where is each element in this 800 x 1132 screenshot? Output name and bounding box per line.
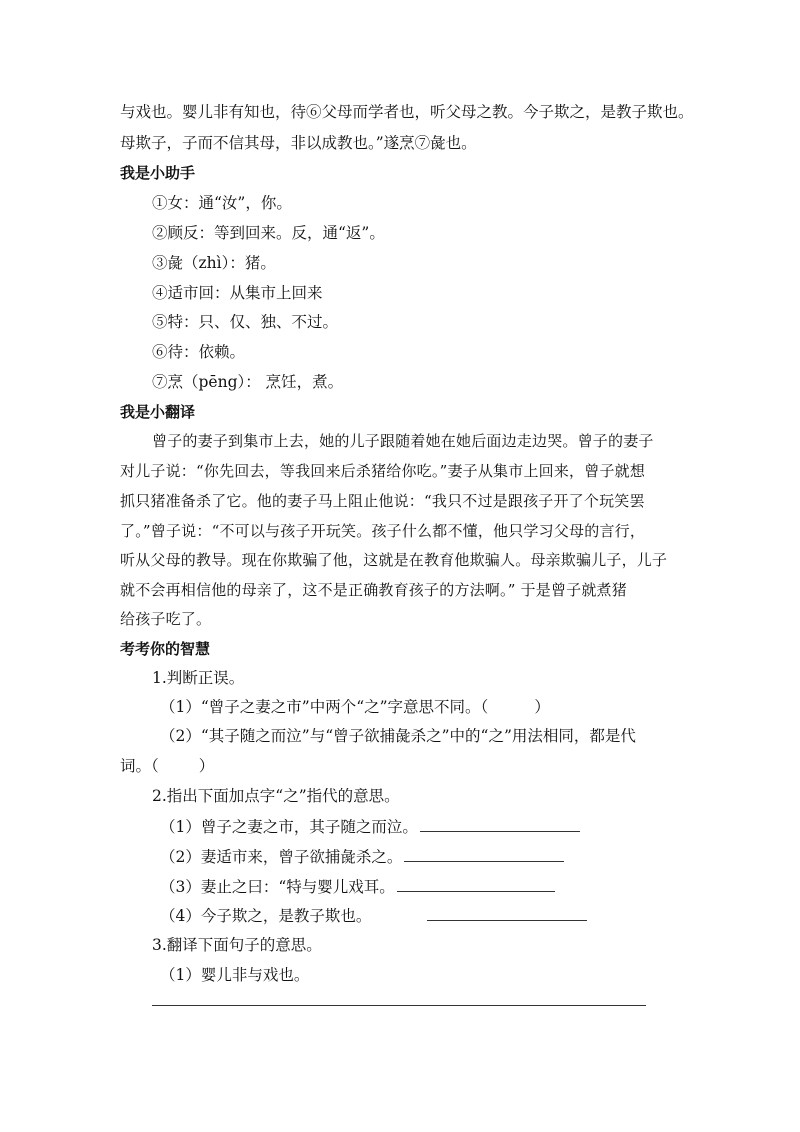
- answer-blank[interactable]: [427, 905, 587, 921]
- answer-blank[interactable]: [420, 816, 580, 832]
- question-2-label: 2.指出下面加点字“之”指代的意思。: [152, 787, 400, 805]
- translation-line: 曾子的妻子到集市上去，她的儿子跟随着她在她后面边走边哭。曾子的妻子: [152, 432, 654, 450]
- translation-line: 就不会再相信他的母亲了，这不是正确教育孩子的方法啊。” 于是曾子就煮猪: [120, 581, 627, 599]
- question-3-item: （1）婴儿非与戏也。: [160, 966, 310, 984]
- story-line-2: 母欺子，子而不信其母，非以成教也。”遂烹⑦彘也。: [120, 134, 477, 152]
- helper-note: ④适市回：从集市上回来: [152, 284, 323, 302]
- question-2-item: （4）今子欺之，是教子欺也。: [160, 905, 680, 926]
- question-2-item: （3）妻止之曰：“特与婴儿戏耳。: [160, 876, 680, 897]
- story-line-1: 与戏也。婴儿非有知也，待⑥父母而学者也，听父母之教。今子欺之，是教子欺也。: [120, 103, 694, 121]
- helper-note: ②顾反：等到回来。反，通“返”。: [152, 224, 385, 242]
- translation-line: 了。”曾子说：“不可以与孩子开玩笑。孩子什么都不懂，他只学习父母的言行，: [120, 522, 646, 540]
- translation-line: 对儿子说：“你先回去，等我回来后杀猪给你吃。”妻子从集市上回来，曾子就想: [120, 462, 646, 480]
- question-1-label: 1.判断正误。: [152, 669, 245, 687]
- translation-heading: 我是小翻译: [120, 403, 196, 421]
- question-1-item-2: （2）“其子随之而泣”与“曾子欲捕彘杀之”中的“之”用法相同，都是代: [160, 727, 636, 745]
- answer-blank[interactable]: [404, 846, 564, 862]
- quiz-heading: 考考你的智慧: [120, 640, 211, 658]
- question-3-label: 3.翻译下面句子的意思。: [152, 936, 322, 954]
- translation-line: 抓只猪准备杀了它。他的妻子马上阻止他说：“我只不过是跟孩子开了个玩笑罢: [120, 492, 645, 510]
- helper-note: ⑦烹（pēng）： 烹饪，煮。: [152, 373, 344, 391]
- question-2-item: （1）曾子之妻之市，其子随之而泣。: [160, 816, 680, 837]
- answer-blank[interactable]: [397, 876, 555, 892]
- helper-heading: 我是小助手: [120, 164, 196, 182]
- translation-line: 给孩子吃了。: [120, 610, 212, 628]
- question-1-item-1: （1）“曾子之妻之市”中两个“之”字意思不同。（ ）: [160, 698, 550, 716]
- helper-note: ⑤特：只、仅、独、不过。: [152, 313, 339, 331]
- answer-line[interactable]: [152, 1005, 646, 1006]
- helper-note: ⑥待：依赖。: [152, 343, 246, 361]
- helper-note: ③彘（zhì）：猪。: [152, 254, 276, 272]
- translation-line: 听从父母的教导。现在你欺骗了他，这就是在教育他欺骗人。母亲欺骗儿子，儿子: [120, 551, 668, 569]
- question-2-item: （2）妻适市来，曾子欲捕彘杀之。: [160, 846, 680, 867]
- helper-note: ①女：通“汝”，你。: [152, 194, 292, 212]
- question-1-item-2-cont: 词。（ ）: [120, 757, 215, 775]
